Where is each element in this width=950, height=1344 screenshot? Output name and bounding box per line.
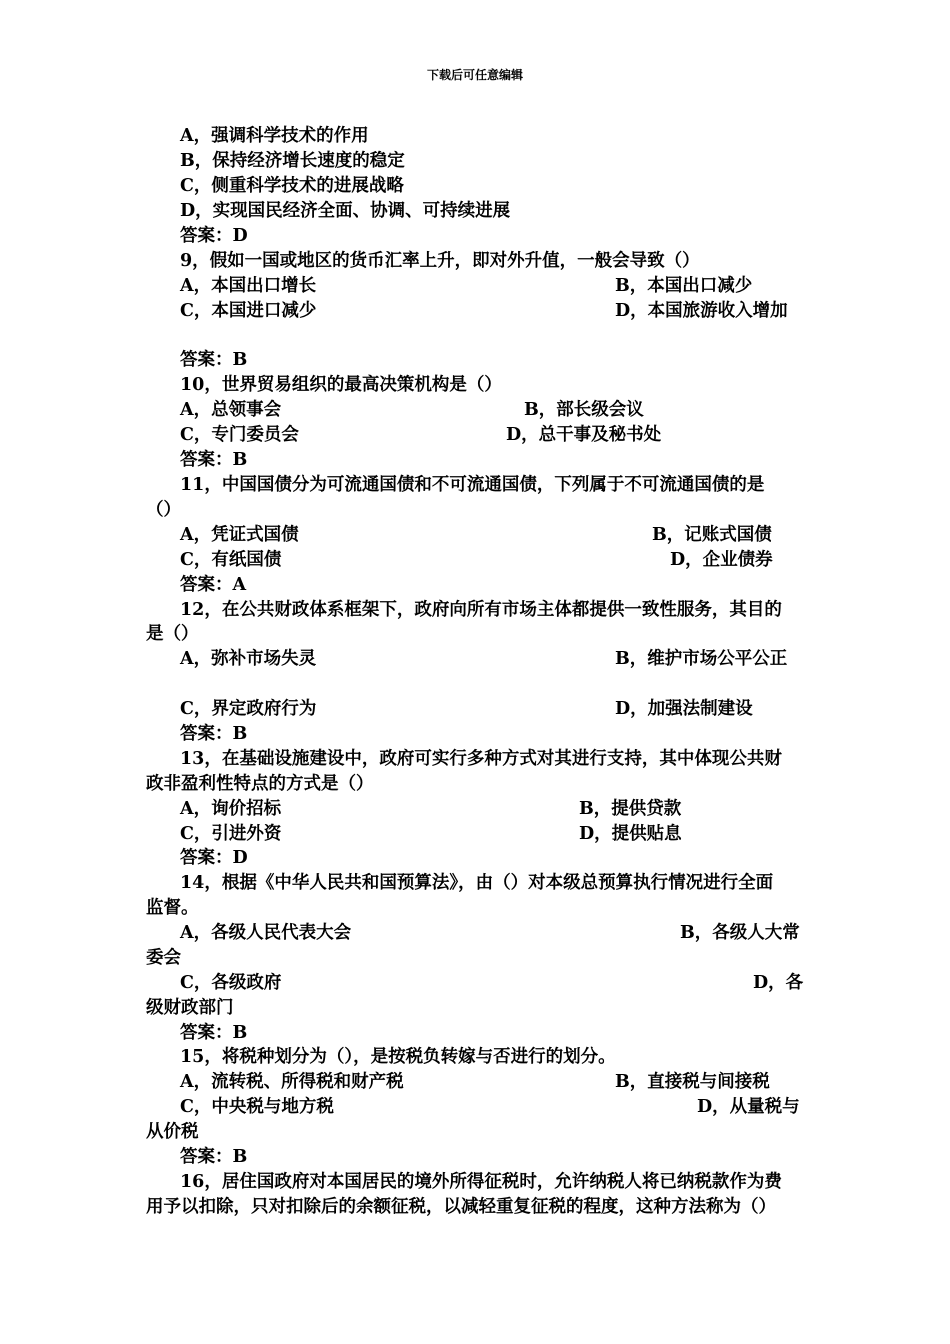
- q9-options-row-1: [0, 274, 950, 299]
- q10-options-row-1: [0, 398, 950, 423]
- q13-options-row-1: [0, 797, 950, 822]
- q15-option-d-continued: 从价税: [146, 1122, 199, 1142]
- q14-option-d: D，各: [753, 973, 804, 993]
- q14-option-c: C，各级政府: [180, 973, 282, 993]
- q11-option-b: B，记账式国债: [652, 525, 772, 545]
- q13-answer-row: [0, 846, 950, 871]
- q13-option-d: D，提供贴息: [579, 824, 682, 844]
- q14-answer: 答案：B: [180, 1023, 248, 1043]
- q12-options-row-1: [0, 647, 950, 672]
- q11-question-line-1: 11，中国国债分为可流通国债和不可流通国债，下列属于不可流通国债的是: [180, 475, 765, 495]
- q14-question-row-1: [0, 871, 950, 896]
- q8-option-c: C，侧重科学技术的进展战略: [180, 176, 404, 196]
- page-header: 下载后可任意编辑: [426, 68, 523, 82]
- q14-question-line-2: 监督。: [146, 898, 199, 918]
- q14-option-b: B，各级人大常: [680, 923, 800, 943]
- q8-option-b-row: [0, 149, 950, 174]
- q8-option-a: A，强调科学技术的作用: [180, 126, 369, 146]
- q13-question-row-1: [0, 747, 950, 772]
- q8-option-d-row: [0, 199, 950, 224]
- q13-option-b: B，提供贷款: [579, 799, 682, 819]
- q8-option-a-row: [0, 124, 950, 149]
- q11-question-row-1: [0, 473, 950, 498]
- q12-option-c: C，界定政府行为: [180, 699, 317, 719]
- q15-options-row-2: [0, 1095, 950, 1120]
- q15-options-row-3: [0, 1120, 950, 1145]
- q12-question-row-1: [0, 598, 950, 623]
- q14-option-d-continued: 级财政部门: [146, 998, 234, 1018]
- q14-answer-row: [0, 1021, 950, 1046]
- q12-question-line-1: 12，在公共财政体系框架下，政府向所有市场主体都提供一致性服务，其目的: [180, 600, 782, 620]
- q15-option-d: D，从量税与: [697, 1097, 800, 1117]
- q10-question-row: [0, 373, 950, 398]
- q12-question-row-2: [0, 622, 950, 647]
- q8-answer-row: [0, 224, 950, 249]
- q11-options-row-1: [0, 523, 950, 548]
- q11-answer-row: [0, 573, 950, 598]
- q14-options-row-4: [0, 996, 950, 1021]
- q10-answer-row: [0, 448, 950, 473]
- q13-options-row-2: [0, 822, 950, 847]
- q16-question-row-1: [0, 1170, 950, 1195]
- q13-answer: 答案：D: [180, 848, 248, 868]
- q10-option-a: A，总领事会: [180, 400, 282, 420]
- q9-answer: 答案：B: [180, 350, 248, 370]
- q8-option-c-row: [0, 174, 950, 199]
- q14-question-line-1: 14，根据《中华人民共和国预算法》，由（）对本级总预算执行情况进行全面: [180, 873, 774, 893]
- q12-answer-row: [0, 722, 950, 747]
- q10-option-c: C，专门委员会: [180, 425, 299, 445]
- q13-question-line-1: 13，在基础设施建设中，政府可实行多种方式对其进行支持，其中体现公共财: [180, 749, 782, 769]
- q12-options-row-2: [0, 697, 950, 722]
- q16-question-row-2: [0, 1195, 950, 1220]
- q13-question-line-2: 政非盈利性特点的方式是（）: [146, 774, 374, 794]
- q14-options-row-1: [0, 921, 950, 946]
- q11-question-line-2: （）: [146, 500, 181, 520]
- q8-option-b: B，保持经济增长速度的稳定: [180, 151, 405, 171]
- q9-options-row-2: [0, 299, 950, 324]
- q11-answer: 答案：A: [180, 575, 247, 595]
- q14-question-row-2: [0, 896, 950, 921]
- q8-option-d: D，实现国民经济全面、协调、可持续进展: [180, 201, 511, 221]
- q14-options-row-2: [0, 946, 950, 971]
- q10-question: 10，世界贸易组织的最高决策机构是（）: [180, 375, 502, 395]
- q9-question: 9，假如一国或地区的货币汇率上升，即对外升值，一般会导致（）: [180, 251, 700, 271]
- q15-options-row-1: [0, 1070, 950, 1095]
- q15-option-b: B，直接税与间接税: [615, 1072, 770, 1092]
- q13-question-row-2: [0, 772, 950, 797]
- q8-answer: 答案：D: [180, 226, 248, 246]
- q9-question-row: [0, 249, 950, 274]
- q16-question-line-1: 16，居住国政府对本国居民的境外所得征税时，允许纳税人将已纳税款作为费: [180, 1172, 782, 1192]
- q9-option-b: B，本国出口减少: [615, 276, 753, 296]
- q15-question-row: [0, 1045, 950, 1070]
- q12-question-line-2: 是（）: [146, 624, 199, 644]
- q14-options-row-3: [0, 971, 950, 996]
- q10-options-row-2: [0, 423, 950, 448]
- q11-option-c: C，有纸国债: [180, 550, 282, 570]
- q14-option-a: A，各级人民代表大会: [180, 923, 352, 943]
- q10-option-b: B，部长级会议: [524, 400, 644, 420]
- q11-options-row-2: [0, 548, 950, 573]
- q12-answer: 答案：B: [180, 724, 248, 744]
- q12-option-b: B，维护市场公平公正: [615, 649, 788, 669]
- q11-option-a: A，凭证式国债: [180, 525, 299, 545]
- q13-option-c: C，引进外资: [180, 824, 282, 844]
- q12-option-d: D，加强法制建设: [615, 699, 753, 719]
- q15-option-a: A，流转税、所得税和财产税: [180, 1072, 404, 1092]
- q10-option-d: D，总干事及秘书处: [506, 425, 662, 445]
- q15-question: 15，将税种划分为（），是按税负转嫁与否进行的划分。: [180, 1047, 616, 1067]
- q11-option-d: D，企业债券: [670, 550, 773, 570]
- q9-option-a: A，本国出口增长: [180, 276, 317, 296]
- q9-answer-row: [0, 348, 950, 373]
- q15-answer: 答案：B: [180, 1147, 248, 1167]
- q14-option-b-continued: 委会: [146, 948, 181, 968]
- q9-option-c: C，本国进口减少: [180, 301, 317, 321]
- q15-answer-row: [0, 1145, 950, 1170]
- q12-option-a: A，弥补市场失灵: [180, 649, 317, 669]
- q9-option-d: D，本国旅游收入增加: [615, 301, 788, 321]
- q10-answer: 答案：B: [180, 450, 248, 470]
- q15-option-c: C，中央税与地方税: [180, 1097, 334, 1117]
- q13-option-a: A，询价招标: [180, 799, 282, 819]
- q16-question-line-2: 用予以扣除，只对扣除后的余额征税，以减轻重复征税的程度，这种方法称为（）: [146, 1197, 776, 1217]
- q11-question-row-2: [0, 498, 950, 523]
